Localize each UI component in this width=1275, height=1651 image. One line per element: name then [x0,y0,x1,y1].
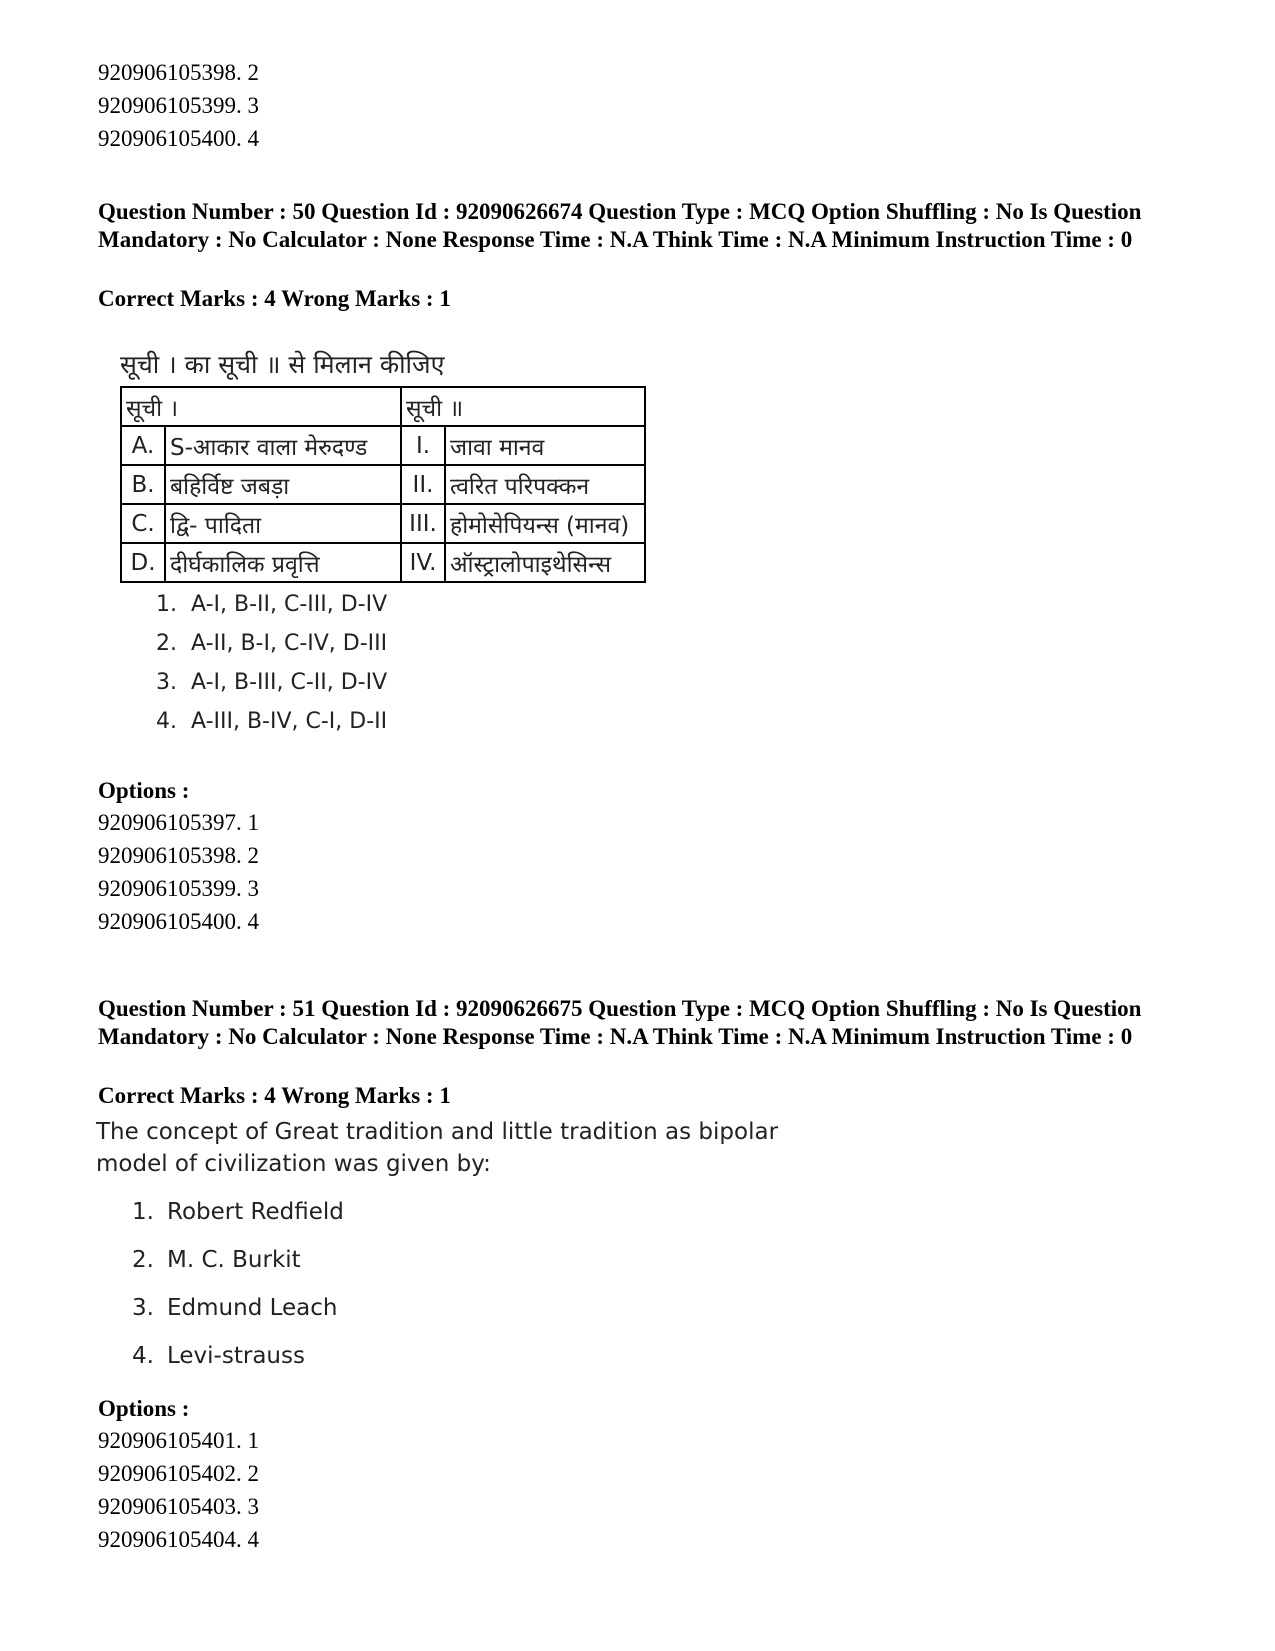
choice-number: 2. [156,631,177,656]
choice-number: 2. [132,1247,154,1273]
option-line: 920906105403. 3 [98,1494,259,1519]
row-label: II. [401,465,445,504]
row-label: IV. [401,543,445,582]
choice-text: Robert Redfield [167,1199,344,1225]
choice-text: A-I, B-III, C-II, D-IV [191,670,388,695]
row-text: जावा मानव [445,426,645,465]
option-line: 920906105401. 1 [98,1428,259,1453]
choice-number: 4. [156,709,177,734]
list-item [156,585,646,624]
choice-text: Levi-strauss [167,1343,305,1369]
q50-question-image [120,348,646,741]
choice-number: 1. [132,1199,154,1225]
choice-text: A-I, B-II, C-III, D-IV [191,592,388,617]
list-item [132,1284,856,1332]
row-label: I. [401,426,445,465]
option-line: 920906105404. 4 [98,1527,259,1552]
table-row [121,504,645,543]
option-line: 920906105399. 3 [98,93,259,118]
list-item [156,663,646,702]
list-item [132,1188,856,1236]
row-label: C. [121,504,165,543]
column-header-list-2: सूची ॥ [401,387,645,426]
options-title: Options : [98,1396,190,1421]
table-row [121,543,645,582]
q50-header: Question Number : 50 Question Id : 92090626674 Question Type : MCQ Option Shuffling : No Is Question Mandatory : No Calculator : None Response Time : N.A Think Time : N.A Minimum Instruction Time : 0 [98,199,1142,252]
row-label: III. [401,504,445,543]
table-row [121,426,645,465]
choice-text: A-III, B-IV, C-I, D-II [191,709,388,734]
row-label: D. [121,543,165,582]
choice-text: Edmund Leach [167,1295,338,1321]
row-text: होमोसेपियन्स (मानव) [445,504,645,543]
q51-prompt: The concept of Great tradition and little tradition as bipolar model of civilization was given by: [96,1119,779,1177]
row-text: दीर्घकालिक प्रवृत्ति [165,543,401,582]
choice-number: 1. [156,592,177,617]
row-text: बहिर्विष्ट जबड़ा [165,465,401,504]
q50-prompt: सूची । का सूची ॥ से मिलान कीजिए [120,350,445,379]
q50-options [98,776,259,938]
option-line: 920906105398. 2 [98,843,259,868]
q51-choice-list [132,1188,856,1380]
choice-text: M. C. Burkit [167,1247,301,1273]
q51-marks: Correct Marks : 4 Wrong Marks : 1 [98,1083,451,1108]
row-text: त्वरित परिपक्कन [445,465,645,504]
column-header-list-1: सूची । [121,387,401,426]
choice-number: 3. [132,1295,154,1321]
choice-number: 4. [132,1343,154,1369]
list-item [132,1332,856,1380]
choice-text: A-II, B-I, C-IV, D-III [191,631,388,656]
option-line: 920906105398. 2 [98,60,259,85]
q51-header: Question Number : 51 Question Id : 92090626675 Question Type : MCQ Option Shuffling : No Is Question Mandatory : No Calculator : None Response Time : N.A Think Time : N.A Minimum Instruction Time : 0 [98,996,1142,1049]
q50-marks: Correct Marks : 4 Wrong Marks : 1 [98,286,451,311]
option-line: 920906105402. 2 [98,1461,259,1486]
match-table [120,386,646,583]
list-item [156,624,646,663]
option-line: 920906105400. 4 [98,126,259,151]
q51-options [98,1394,259,1556]
row-text: द्वि- पादिता [165,504,401,543]
q50-choice-list [156,585,646,741]
option-line: 920906105397. 1 [98,810,259,835]
q51-question-image [96,1116,856,1380]
choice-number: 3. [156,670,177,695]
options-title: Options : [98,778,190,803]
table-row [121,465,645,504]
previous-options-list [98,56,259,155]
row-text: ऑस्ट्रालोपाइथेसिन्स [445,543,645,582]
row-label: B. [121,465,165,504]
option-line: 920906105399. 3 [98,876,259,901]
list-item [132,1236,856,1284]
table-header-row [121,387,645,426]
option-line: 920906105400. 4 [98,909,259,934]
row-label: A. [121,426,165,465]
list-item [156,702,646,741]
row-text: S-आकार वाला मेरुदण्ड [165,426,401,465]
